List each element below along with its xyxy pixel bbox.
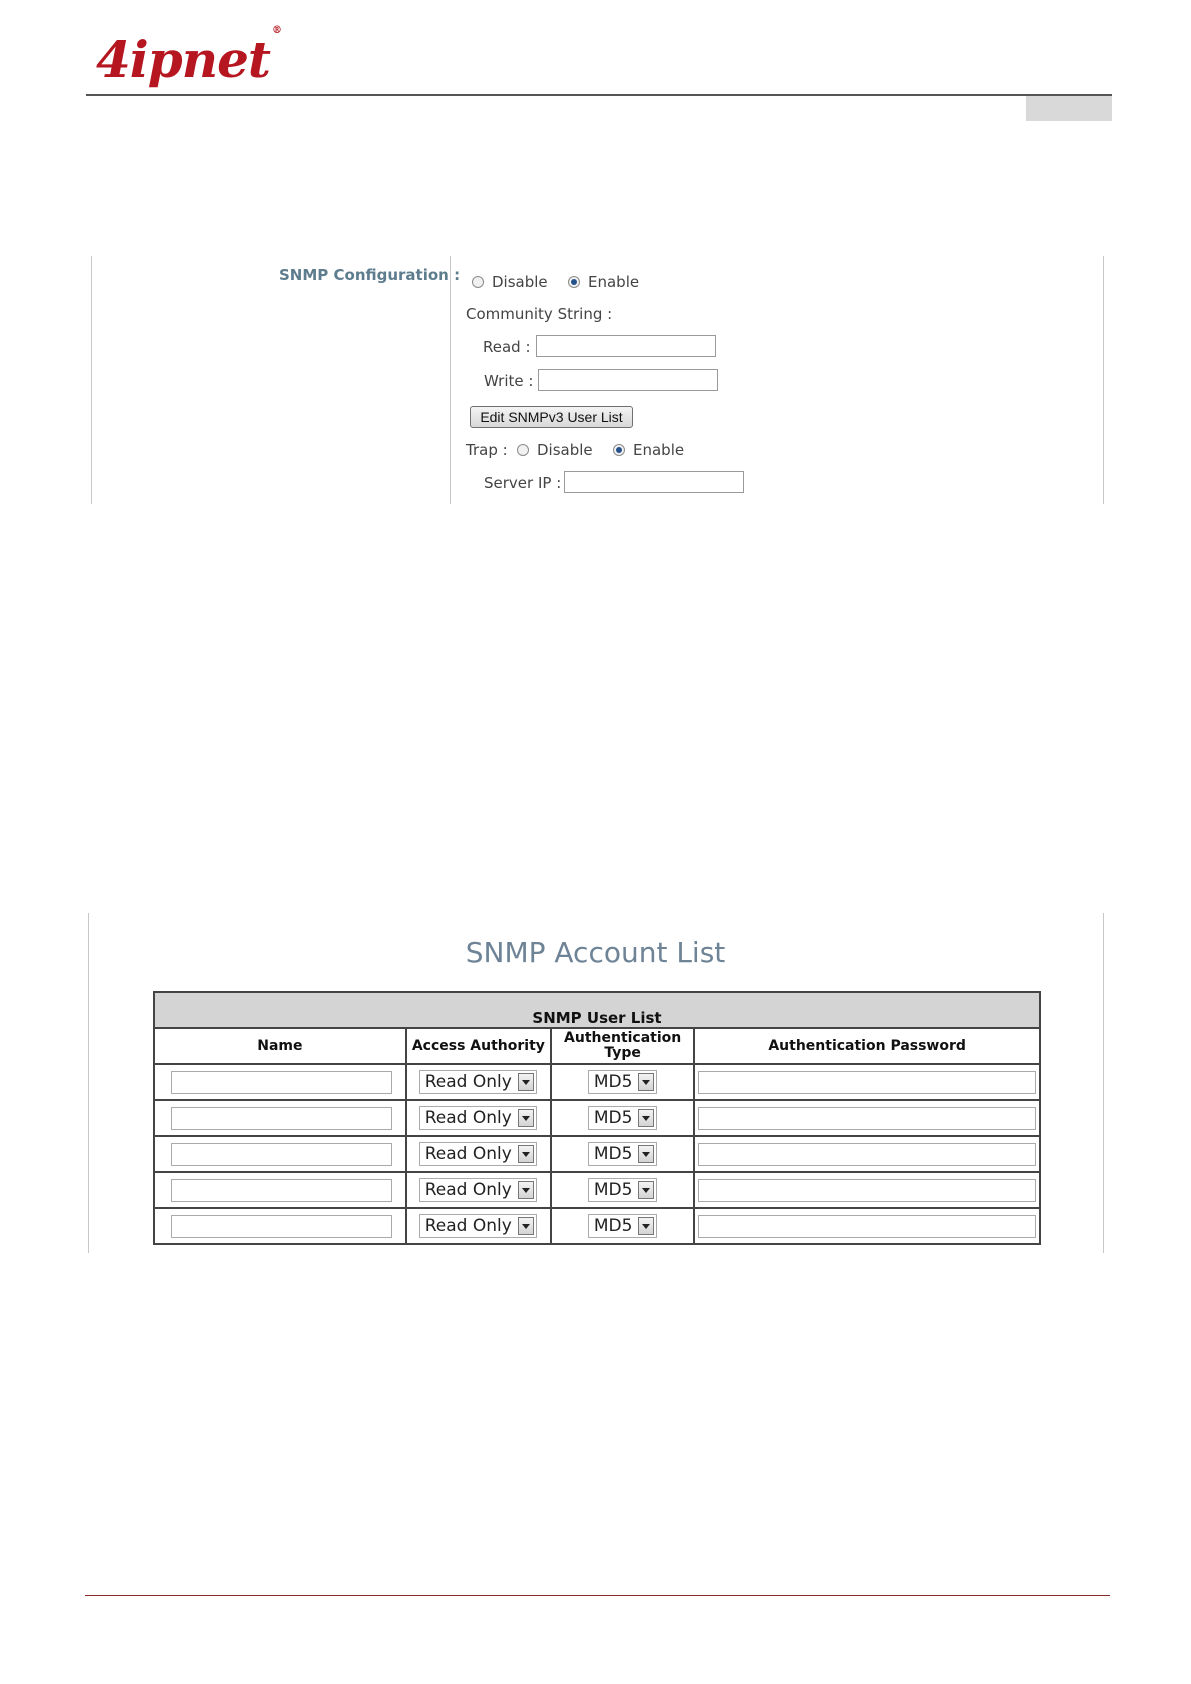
authentication-password-input[interactable]	[698, 1071, 1036, 1094]
access-authority-select[interactable]	[419, 1142, 537, 1166]
dropdown-arrow-icon[interactable]	[518, 1145, 534, 1163]
dropdown-arrow-icon[interactable]	[518, 1181, 534, 1199]
access-cell	[406, 1064, 551, 1100]
write-community-input[interactable]	[538, 369, 718, 391]
authentication-type-value: MD5	[593, 1216, 633, 1236]
edit-snmpv3-user-list-button[interactable]: Edit SNMPv3 User List	[470, 406, 633, 428]
dropdown-arrow-icon[interactable]	[638, 1073, 654, 1091]
snmp-enable-option[interactable]	[568, 273, 639, 291]
access-authority-value: Read Only	[424, 1108, 512, 1128]
user-name-input[interactable]	[171, 1143, 392, 1166]
trap-enable-radio[interactable]	[613, 444, 625, 456]
table-row	[154, 1208, 1040, 1244]
authentication-type-select[interactable]	[588, 1214, 658, 1238]
server-ip-input[interactable]	[564, 471, 744, 493]
authentication-type-select[interactable]	[588, 1070, 658, 1094]
auth-type-cell	[551, 1100, 694, 1136]
trap-label: Trap :	[466, 441, 508, 459]
access-authority-value: Read Only	[424, 1180, 512, 1200]
snmp-enable-radio[interactable]	[568, 276, 580, 288]
password-cell	[694, 1064, 1040, 1100]
authentication-type-value: MD5	[593, 1108, 633, 1128]
password-cell	[694, 1208, 1040, 1244]
password-cell	[694, 1100, 1040, 1136]
table-row	[154, 1136, 1040, 1172]
auth-type-cell	[551, 1064, 694, 1100]
name-cell	[154, 1064, 406, 1100]
snmp-user-table	[153, 991, 1041, 1245]
community-string-label: Community String :	[466, 305, 613, 323]
col-header-authentication-password: Authentication Password	[694, 1028, 1040, 1064]
snmp-disable-option[interactable]	[472, 273, 548, 291]
user-name-input[interactable]	[171, 1071, 392, 1094]
authentication-password-input[interactable]	[698, 1107, 1036, 1130]
auth-type-cell	[551, 1208, 694, 1244]
trap-enable-option[interactable]	[613, 441, 684, 459]
snmp-configuration-label: SNMP Configuration :	[279, 266, 461, 284]
snmp-account-list-title: SNMP Account List	[465, 936, 726, 969]
snmp-disable-label: Disable	[492, 273, 548, 291]
authentication-type-select[interactable]	[588, 1142, 658, 1166]
panel-left-border	[91, 256, 92, 504]
access-authority-value: Read Only	[424, 1144, 512, 1164]
read-community-input[interactable]	[536, 335, 716, 357]
col-header-authentication-type: Authentication Type	[551, 1028, 694, 1064]
dropdown-arrow-icon[interactable]	[638, 1181, 654, 1199]
read-label: Read :	[483, 338, 531, 356]
write-label: Write :	[484, 372, 534, 390]
user-name-input[interactable]	[171, 1215, 392, 1238]
table-row	[154, 1064, 1040, 1100]
auth-type-cell	[551, 1172, 694, 1208]
authentication-type-select[interactable]	[588, 1106, 658, 1130]
access-authority-select[interactable]	[419, 1214, 537, 1238]
snmp-enable-label: Enable	[588, 273, 640, 291]
brand-logo: 4ipnet ®	[96, 25, 282, 89]
dropdown-arrow-icon[interactable]	[518, 1217, 534, 1235]
col-header-name: Name	[154, 1028, 406, 1064]
table-caption: SNMP User List	[154, 992, 1040, 1028]
server-ip-label: Server IP :	[484, 474, 562, 492]
name-cell	[154, 1100, 406, 1136]
user-name-input[interactable]	[171, 1179, 392, 1202]
panel-right-border	[1103, 256, 1104, 504]
dropdown-arrow-icon[interactable]	[518, 1073, 534, 1091]
user-name-input[interactable]	[171, 1107, 392, 1130]
header-divider	[86, 94, 1112, 96]
table-row	[154, 1172, 1040, 1208]
password-cell	[694, 1172, 1040, 1208]
access-authority-select[interactable]	[419, 1106, 537, 1130]
access-cell	[406, 1136, 551, 1172]
name-cell	[154, 1172, 406, 1208]
authentication-password-input[interactable]	[698, 1215, 1036, 1238]
access-authority-select[interactable]	[419, 1070, 537, 1094]
authentication-password-input[interactable]	[698, 1143, 1036, 1166]
name-cell	[154, 1208, 406, 1244]
table-header-row	[154, 1028, 1040, 1064]
trap-disable-option[interactable]	[517, 441, 593, 459]
access-cell	[406, 1100, 551, 1136]
authentication-type-value: MD5	[593, 1072, 633, 1092]
header-tab	[1026, 96, 1112, 121]
table-row	[154, 1100, 1040, 1136]
access-authority-value: Read Only	[424, 1072, 512, 1092]
authentication-type-value: MD5	[593, 1144, 633, 1164]
authentication-password-input[interactable]	[698, 1179, 1036, 1202]
dropdown-arrow-icon[interactable]	[638, 1109, 654, 1127]
snmp-disable-radio[interactable]	[472, 276, 484, 288]
dropdown-arrow-icon[interactable]	[638, 1217, 654, 1235]
trap-disable-radio[interactable]	[517, 444, 529, 456]
name-cell	[154, 1136, 406, 1172]
trap-disable-label: Disable	[537, 441, 593, 459]
auth-type-cell	[551, 1136, 694, 1172]
footer-divider	[85, 1595, 1110, 1596]
authentication-type-value: MD5	[593, 1180, 633, 1200]
authentication-type-select[interactable]	[588, 1178, 658, 1202]
col-header-access-authority: Access Authority	[406, 1028, 551, 1064]
panel-label-divider	[450, 256, 451, 504]
access-cell	[406, 1208, 551, 1244]
trap-enable-label: Enable	[633, 441, 685, 459]
access-authority-value: Read Only	[424, 1216, 512, 1236]
password-cell	[694, 1136, 1040, 1172]
access-cell	[406, 1172, 551, 1208]
access-authority-select[interactable]	[419, 1178, 537, 1202]
dropdown-arrow-icon[interactable]	[638, 1145, 654, 1163]
dropdown-arrow-icon[interactable]	[518, 1109, 534, 1127]
